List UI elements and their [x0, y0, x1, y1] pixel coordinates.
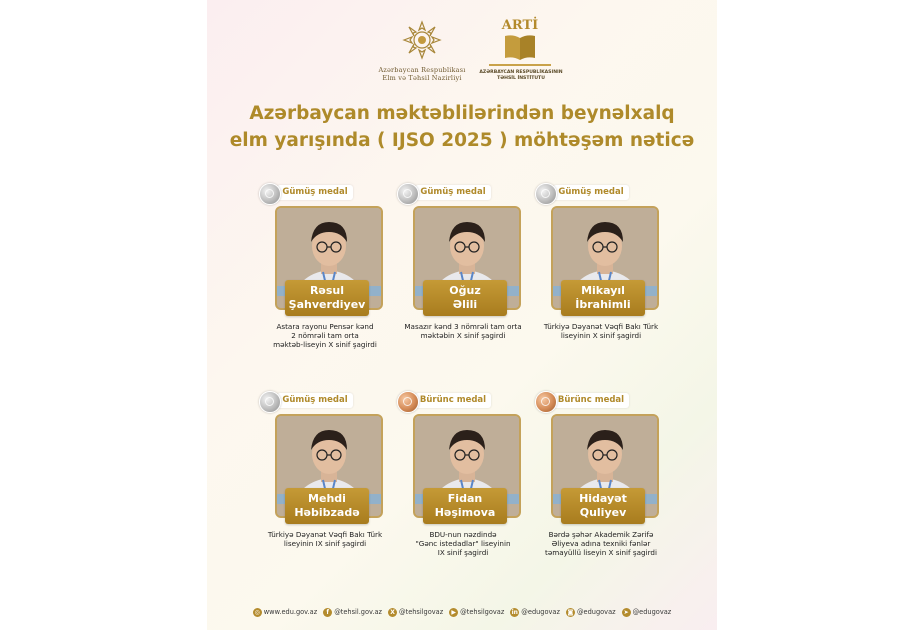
- student-school: [255, 530, 395, 548]
- medal-badge: [393, 390, 533, 414]
- student-school: [255, 322, 395, 349]
- student-name-line2: Şahverdiyev: [288, 298, 366, 311]
- student-name: [423, 488, 507, 524]
- headline-line1: Azərbaycan məktəblilərindən beynəlxalq: [249, 103, 675, 124]
- social-link[interactable]: [622, 608, 672, 617]
- student-name: [561, 280, 645, 316]
- student-school-line: Astara rayonu Pensər kənd: [276, 322, 374, 331]
- student-school-line: məktəbin X sinif şagirdi: [420, 331, 506, 340]
- student-school-line: liseyinin IX sinif şagirdi: [283, 539, 367, 548]
- student-name-line2: Həbibzadə: [294, 506, 360, 519]
- student-card: [255, 390, 395, 590]
- medal-badge: [531, 390, 671, 414]
- student-name: [423, 280, 507, 316]
- medal-label: Bürünc medal: [415, 393, 491, 408]
- medal-label: Bürünc medal: [553, 393, 629, 408]
- silver-medal-icon: [397, 183, 419, 205]
- social-link[interactable]: [388, 608, 443, 617]
- medal-badge: [531, 182, 671, 206]
- student-school-line: Masazır kənd 3 nömrəli tam orta: [404, 322, 522, 331]
- medal-badge: [255, 182, 395, 206]
- student-school: [393, 530, 533, 557]
- student-card: [393, 182, 533, 382]
- ministry-name-line2: Elm və Təhsil Nazirliyi: [382, 74, 462, 82]
- youtube-icon: ▶: [449, 608, 458, 617]
- linkedin-icon: in: [511, 608, 518, 616]
- telegram-icon: ➤: [623, 608, 629, 616]
- student-school-line: BDU-nun nəzdində: [429, 530, 497, 539]
- facebook-icon: f: [323, 608, 332, 617]
- arti-name: [473, 70, 569, 82]
- student-school: [393, 322, 533, 340]
- student-school-line: təmayüllü liseyin X sinif şagirdi: [545, 548, 657, 557]
- student-name-line1: Mehdi: [308, 492, 346, 505]
- student-name: [285, 488, 369, 524]
- arti-name-line1: AZƏRBAYCAN RESPUBLİKASININ: [479, 70, 563, 75]
- arti-title: ARTİ: [501, 18, 539, 33]
- x-icon: X: [388, 608, 397, 617]
- student-name-line1: Oğuz: [449, 284, 481, 297]
- student-school: [531, 322, 671, 340]
- student-name-line1: Hidayət: [579, 492, 627, 505]
- social-link[interactable]: [510, 608, 560, 617]
- student-school-line: 2 nömrəli tam orta: [291, 331, 359, 340]
- social-link[interactable]: [449, 608, 504, 617]
- student-card: [255, 182, 395, 382]
- student-school-line: Bərdə şəhər Akademik Zərifə: [548, 530, 654, 539]
- student-school-line: Türkiyə Dəyanət Vəqfi Bakı Türk: [267, 530, 383, 539]
- social-handle: @edugovaz: [521, 608, 560, 616]
- social-link[interactable]: [566, 608, 616, 617]
- student-card: [531, 390, 671, 590]
- book-icon: [503, 34, 537, 62]
- student-name-line2: İbrahimli: [575, 298, 631, 311]
- student-school-line: "Gənc istedadlar" liseyinin: [415, 539, 511, 548]
- student-name-line2: Quliyev: [579, 506, 627, 519]
- student-school-line: Əliyeva adına texniki fənlər: [551, 539, 651, 548]
- student-name-line2: Həşimova: [434, 506, 496, 519]
- student-name-line1: Fidan: [447, 492, 483, 505]
- social-handle: @tehsilgovaz: [399, 608, 444, 616]
- ministry-name-line1: Azərbaycan Respublikası: [378, 66, 466, 74]
- student-school-line: IX sinif şagirdi: [437, 548, 489, 557]
- social-handle: @tehsilgovaz: [460, 608, 505, 616]
- student-name: [285, 280, 369, 316]
- bronze-medal-icon: [397, 391, 419, 413]
- headline-line2: elm yarışında ( IJSO 2025 ) möhtəşəm nəticə: [229, 130, 695, 151]
- medal-label: Gümüş medal: [277, 393, 353, 408]
- student-school-line: Türkiyə Dəyanət Vəqfi Bakı Türk: [543, 322, 659, 331]
- bronze-medal-icon: [535, 391, 557, 413]
- medal-label: Gümüş medal: [415, 185, 491, 200]
- silver-medal-icon: [259, 391, 281, 413]
- medal-badge: [393, 182, 533, 206]
- logo-bar: [207, 18, 717, 88]
- social-link[interactable]: [323, 608, 382, 617]
- instagram-icon: ◙: [567, 608, 574, 616]
- poster: [207, 0, 717, 630]
- medal-label: Gümüş medal: [553, 185, 629, 200]
- silver-medal-icon: [535, 183, 557, 205]
- social-footer: [207, 604, 717, 620]
- arti-name-line2: TƏHSİL İNSTİTUTU: [497, 76, 545, 81]
- student-name-line1: Rəsul: [309, 284, 345, 297]
- social-link[interactable]: [253, 608, 317, 617]
- student-name-line1: Mikayıl: [581, 284, 625, 297]
- social-handle: www.edu.gov.az: [263, 608, 318, 616]
- medal-label: Gümüş medal: [277, 185, 353, 200]
- social-handle: @edugovaz: [576, 608, 616, 616]
- social-handle: @tehsil.gov.az: [334, 608, 383, 616]
- student-school-line: məktəb-liseyin X sinif şagirdi: [273, 340, 377, 349]
- student-name: [561, 488, 645, 524]
- student-name-line2: Əlili: [452, 298, 478, 311]
- medal-badge: [255, 390, 395, 414]
- globe-icon: ◎: [254, 608, 260, 616]
- student-school-line: liseyinin X sinif şagirdi: [560, 331, 642, 340]
- student-school: [531, 530, 671, 557]
- social-handle: @edugovaz: [632, 608, 672, 616]
- student-card: [393, 390, 533, 590]
- student-card: [531, 182, 671, 382]
- ministry-emblem-icon: [402, 20, 442, 60]
- headline: [207, 100, 717, 154]
- silver-medal-icon: [259, 183, 281, 205]
- arti-divider: [489, 64, 551, 66]
